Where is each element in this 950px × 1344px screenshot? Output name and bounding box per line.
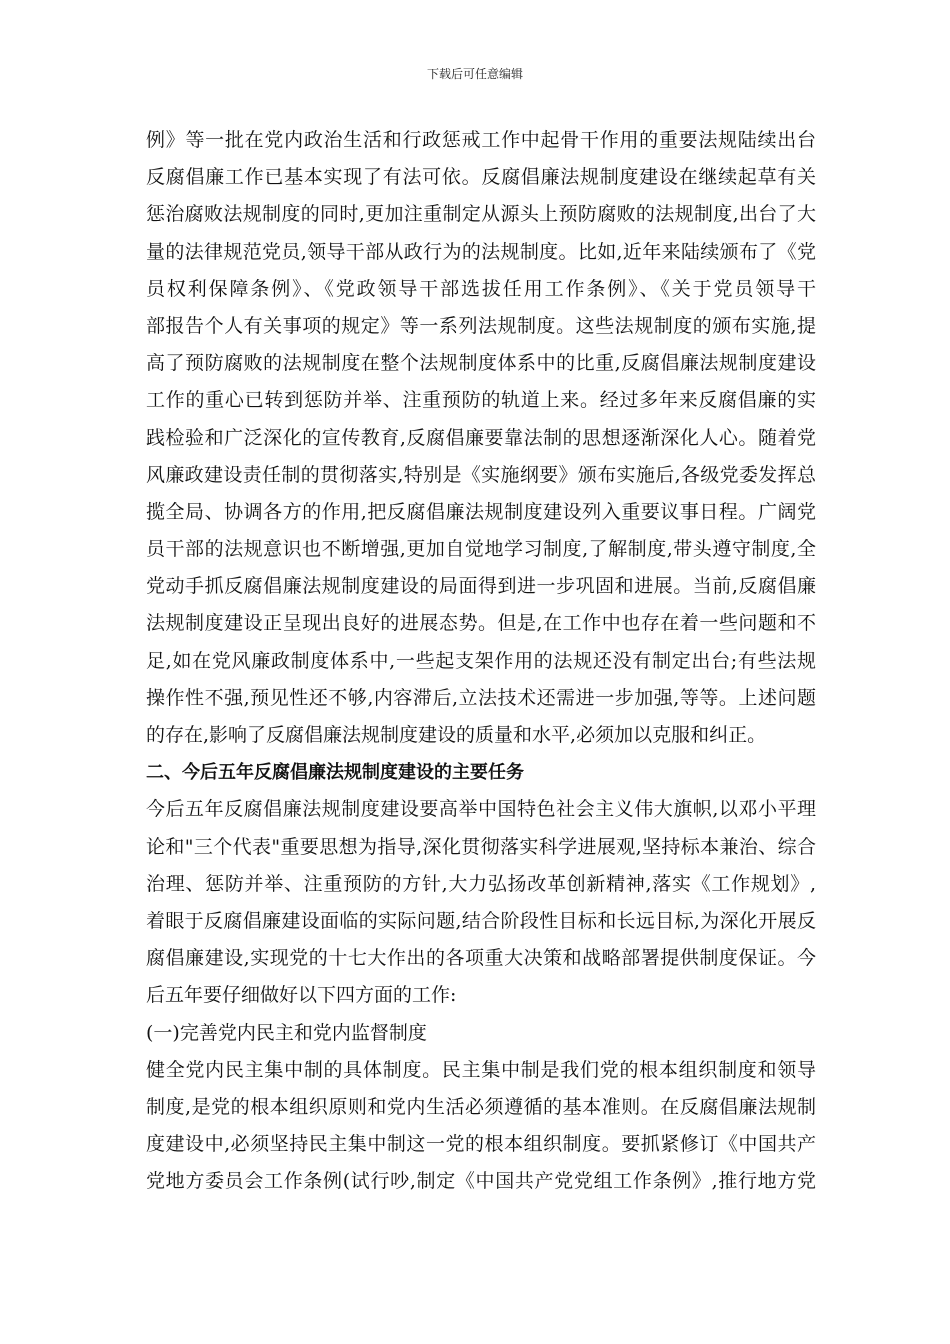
- body-line: 足,如在党风廉政制度体系中,一些起支架作用的法规还没有制定出台;有些法规: [146, 649, 816, 672]
- body-line: 法规制度建设正呈现出良好的进展态势。但是,在工作中也存在着一些问题和不: [146, 612, 816, 635]
- body-line: 风廉政建设责任制的贯彻落实,特别是《实施纲要》颁布实施后,各级党委发挥总: [146, 463, 816, 486]
- body-line: 员干部的法规意识也不断增强,更加自觉地学习制度,了解制度,带头遵守制度,全: [146, 538, 816, 561]
- body-line: 部报告个人有关事项的规定》等一系列法规制度。这些法规制度的颁布实施,提: [146, 314, 816, 337]
- body-line-paragraph-end: 的存在,影响了反腐倡廉法规制度建设的质量和水平,必须加以克服和纠正。: [146, 724, 767, 746]
- body-line: 党动手抓反腐倡廉法规制度建设的局面得到进一步巩固和进展。当前,反腐倡廉: [146, 575, 816, 598]
- body-line: 工作的重心已转到惩防并举、注重预防的轨道上来。经过多年来反腐倡廉的实: [146, 389, 816, 412]
- body-line: 健全党内民主集中制的具体制度。民主集中制是我们党的根本组织制度和领导: [146, 1058, 816, 1081]
- body-line: 操作性不强,预见性还不够,内容滞后,立法技术还需进一步加强,等等。上述问题: [146, 686, 816, 709]
- body-line: 践检验和广泛深化的宣传教育,反腐倡廉要靠法制的思想逐渐深化人心。随着党: [146, 426, 816, 449]
- body-line: 高了预防腐败的法规制度在整个法规制度体系中的比重,反腐倡廉法规制度建设: [146, 352, 816, 375]
- body-line: 制度,是党的根本组织原则和党内生活必须遵循的基本准则。在反腐倡廉法规制: [146, 1095, 816, 1118]
- page-header: 下载后可任意编辑: [426, 67, 523, 81]
- body-line: 论和"三个代表"重要思想为指导,深化贯彻落实科学进展观,坚持标本兼治、综合: [146, 835, 816, 858]
- body-line: 今后五年反腐倡廉法规制度建设要高举中国特色社会主义伟大旗帜,以邓小平理: [146, 798, 816, 821]
- body-line: 腐倡廉建设,实现党的十七大作出的各项重大决策和战略部署提供制度保证。今: [146, 947, 816, 970]
- body-line: 度建设中,必须坚持民主集中制这一党的根本组织制度。要抓紧修订《中国共产: [146, 1133, 816, 1156]
- body-line: 量的法律规范党员,领导干部从政行为的法规制度。比如,近年来陆续颁布了《党: [146, 240, 816, 263]
- body-line: 员权利保障条例》、《党政领导干部选拔任用工作条例》、《关于党员领导干: [146, 277, 816, 300]
- body-line: 例》等一批在党内政治生活和行政惩戒工作中起骨干作用的重要法规陆续出台: [146, 129, 816, 151]
- document-body: [146, 122, 816, 1200]
- body-line: 揽全局、协调各方的作用,把反腐倡廉法规制度建设列入重要议事日程。广阔党: [146, 500, 816, 523]
- body-line: 着眼于反腐倡廉建设面临的实际问题,结合阶段性目标和长远目标,为深化开展反: [146, 909, 816, 932]
- body-line: 党地方委员会工作条例(试行吵,制定《中国共产党党组工作条例》,推行地方党: [146, 1170, 816, 1193]
- section-heading: 二、今后五年反腐倡廉法规制度建设的主要任务: [146, 762, 524, 784]
- body-line: 反腐倡廉工作已基本实现了有法可依。反腐倡廉法规制度建设在继续起草有关: [146, 166, 816, 189]
- body-line-paragraph-end: 后五年要仔细做好以下四方面的工作:: [146, 984, 457, 1007]
- body-line: 惩治腐败法规制度的同时,更加注重制定从源头上预防腐败的法规制度,出台了大: [146, 203, 816, 226]
- subsection-heading: (一)完善党内民主和党内监督制度: [146, 1021, 427, 1044]
- body-line: 治理、惩防并举、注重预防的方针,大力弘扬改革创新精神,落实《工作规划》,: [146, 872, 816, 895]
